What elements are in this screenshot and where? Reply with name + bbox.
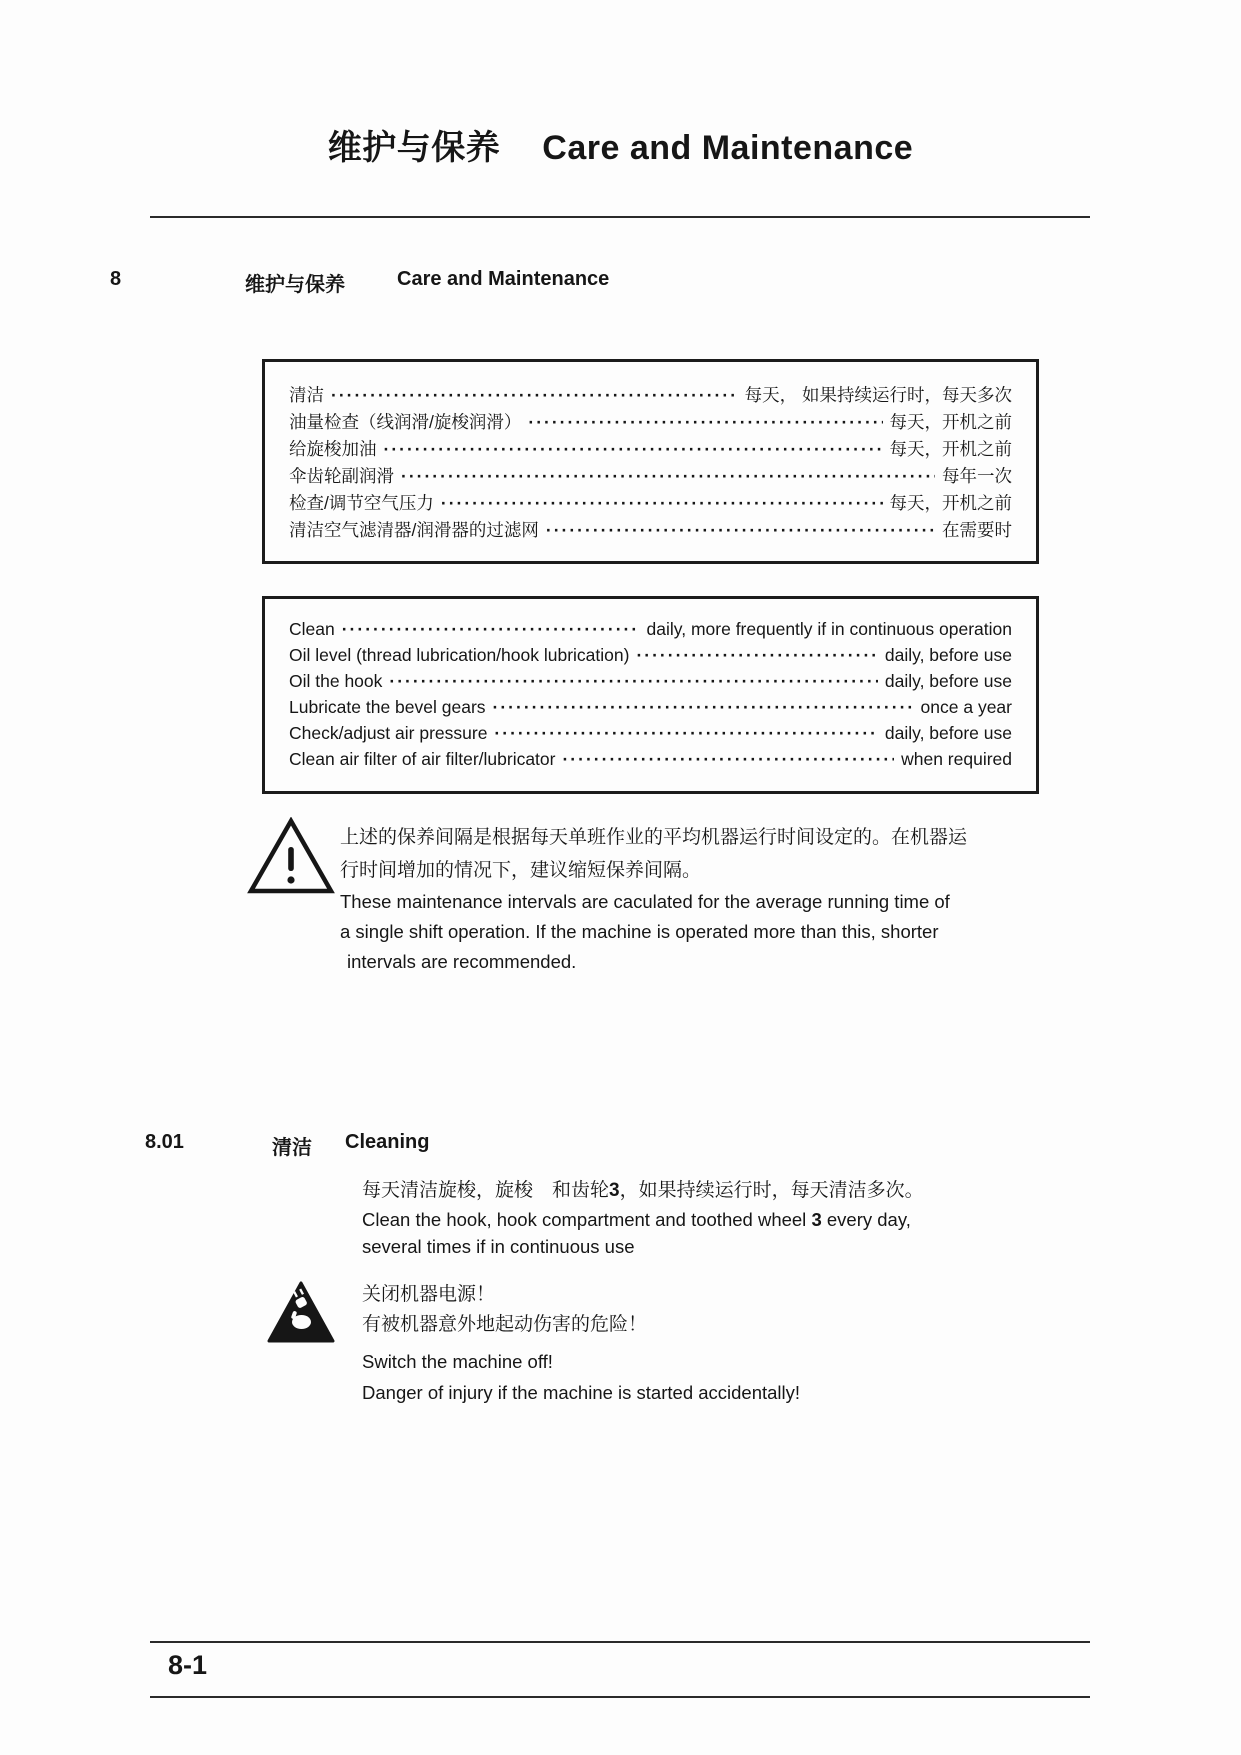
exclamation-warning-icon	[247, 817, 335, 900]
section-801-number: 8.01	[145, 1131, 184, 1153]
interval-note-en-line1: These maintenance intervals are caculated for the average running time of	[340, 891, 950, 912]
dot-leader	[493, 694, 914, 720]
row-label: 给旋梭加油	[289, 439, 377, 459]
row-value: daily, before use	[884, 723, 1012, 743]
row-value: daily, before use	[884, 671, 1012, 691]
dot-leader	[441, 490, 883, 517]
section-8-title-en: Care and Maintenance	[397, 268, 610, 290]
section-801-heading	[0, 1131, 1241, 1161]
table-row	[289, 382, 1012, 409]
table-row	[289, 694, 1012, 720]
row-label: 油量检查（线润滑/旋梭润滑）	[289, 412, 522, 432]
table-row	[289, 616, 1012, 642]
row-label: 伞齿轮副润滑	[289, 466, 394, 486]
cleaning-zh-ref: 3	[609, 1180, 620, 1201]
unplug-warning-icon	[267, 1281, 335, 1348]
switch-off-zh-line2: 有被机器意外地起动伤害的危险！	[362, 1314, 648, 1335]
table-row	[289, 490, 1012, 517]
section-8-title-zh: 维护与保养	[245, 274, 345, 296]
table-row	[289, 642, 1012, 668]
row-value: 每天，开机之前	[889, 493, 1012, 513]
dot-leader	[546, 517, 935, 544]
dot-leader	[389, 668, 877, 694]
row-value: 每天，开机之前	[889, 412, 1012, 432]
page-title-zh: 维护与保养	[327, 129, 501, 167]
table-row	[289, 436, 1012, 463]
header-divider	[150, 216, 1090, 218]
cleaning-zh-pre: 每天清洁旋梭，旋梭 和齿轮	[362, 1180, 610, 1201]
row-value: when required	[901, 749, 1012, 769]
row-value: 每年一次	[942, 466, 1012, 486]
row-value: daily, before use	[884, 645, 1012, 665]
dot-leader	[331, 382, 738, 409]
row-label: Clean air filter of air filter/lubricator	[289, 749, 556, 769]
maintenance-intervals-box-en	[262, 596, 1039, 794]
cleaning-instructions	[362, 1175, 1002, 1260]
cleaning-zh-post: ，如果持续运行时，每天清洁多次。	[619, 1180, 924, 1201]
section-8-heading	[0, 268, 1241, 298]
row-label: 清洁空气滤清器/润滑器的过滤网	[289, 520, 539, 540]
dot-leader	[342, 616, 640, 642]
section-8-number: 8	[110, 268, 122, 290]
row-value: daily, more frequently if in continuous operation	[646, 619, 1012, 639]
row-value: once a year	[920, 697, 1012, 717]
cleaning-en-line1	[362, 1206, 1002, 1233]
row-value: 每天，开机之前	[889, 439, 1012, 459]
dot-leader	[636, 642, 877, 668]
row-label: Oil the hook	[289, 671, 383, 691]
row-label: Oil level (thread lubrication/hook lubrication)	[289, 645, 630, 665]
maintenance-intervals-box-zh	[262, 359, 1039, 564]
switch-off-en-line2: Danger of injury if the machine is started accidentally!	[362, 1382, 801, 1403]
dot-leader	[401, 463, 935, 490]
cleaning-en-line2: several times if in continuous use	[362, 1236, 635, 1257]
table-row	[289, 517, 1012, 544]
section-801-title-zh: 清洁	[272, 1137, 312, 1159]
row-label: Check/adjust air pressure	[289, 723, 488, 743]
cleaning-en-post: every day,	[821, 1209, 911, 1230]
table-row	[289, 668, 1012, 694]
dot-leader	[528, 409, 882, 436]
dot-leader	[384, 436, 883, 463]
interval-note-en-line2: a single shift operation. If the machine is operated more than this, shorter	[340, 921, 939, 942]
row-value: 在需要时	[942, 520, 1012, 540]
table-row	[289, 463, 1012, 490]
interval-note-zh-line1: 上述的保养间隔是根据每天单班作业的平均机器运行时间设定的。在机器运	[340, 827, 968, 848]
cleaning-en-pre: Clean the hook, hook compartment and toothed wheel	[362, 1209, 812, 1230]
page-title	[0, 120, 1241, 169]
row-value: 每天， 如果持续运行时，每天多次	[744, 385, 1012, 405]
cleaning-zh-line	[362, 1175, 1002, 1206]
switch-off-zh-line1: 关闭机器电源！	[362, 1284, 496, 1305]
row-label: 检查/调节空气压力	[289, 493, 434, 513]
page-title-en: Care and Maintenance	[542, 129, 914, 167]
cleaning-en-ref: 3	[811, 1209, 822, 1230]
table-row	[289, 720, 1012, 746]
footer-divider-top	[150, 1641, 1090, 1643]
dot-leader	[562, 746, 894, 772]
section-801-title-en: Cleaning	[345, 1131, 430, 1153]
table-row	[289, 409, 1012, 436]
footer-divider-bottom	[150, 1696, 1090, 1698]
page-number: 8-1	[168, 1650, 208, 1680]
row-label: Clean	[289, 619, 335, 639]
switch-off-en-line1: Switch the machine off!	[362, 1351, 553, 1372]
table-row	[289, 746, 1012, 772]
switch-off-warning	[362, 1280, 1002, 1408]
dot-leader	[494, 720, 877, 746]
row-label: Lubricate the bevel gears	[289, 697, 486, 717]
interval-note-zh-line2: 行时间增加的情况下，建议缩短保养间隔。	[340, 860, 702, 881]
interval-note-en-line3: intervals are recommended.	[347, 951, 577, 972]
interval-note	[340, 821, 990, 977]
row-label: 清洁	[289, 385, 324, 405]
